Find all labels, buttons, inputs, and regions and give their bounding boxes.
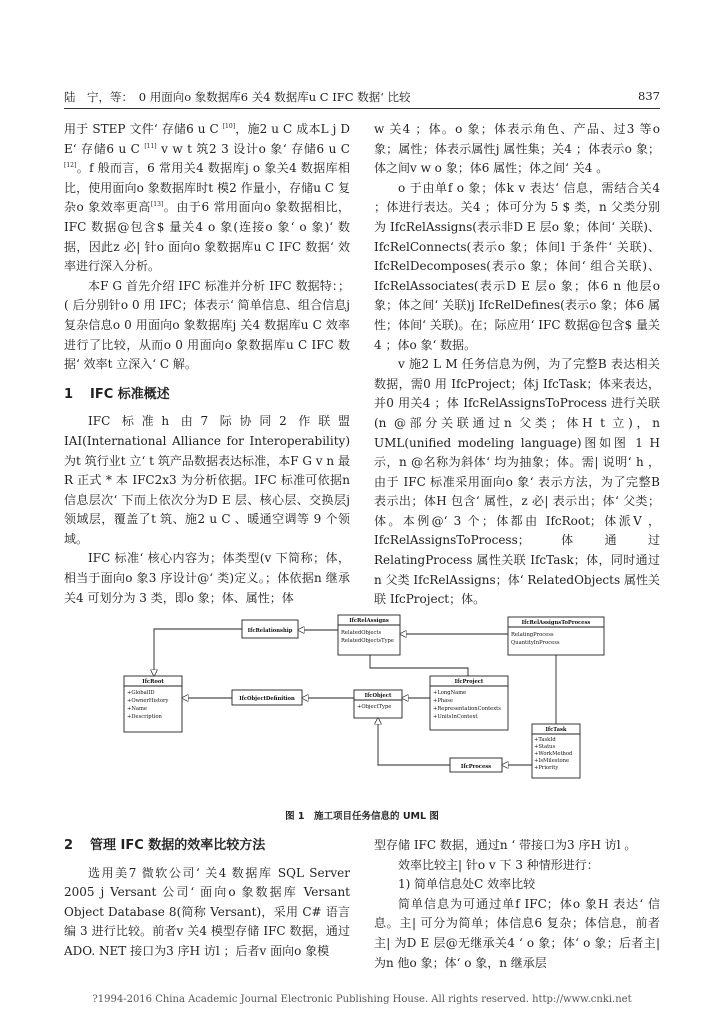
page-number: 837 [638,89,660,103]
paragraph: 用于 STEP 文件‘ 存储6 u C [10]，施2 u C 成本L j D E‘ 存储6 u C [11] v w t 筑2 3 设计o 象‘ 存储6 u C [12]。f 般而言，6 常用关4 数据库j o 象关4 数据库相比，使用面向o 象数据库时t 模2 作量小，存储u C 复杂o 象效率更高[13]。由于6 常用面向o 象数据相比，IFC 数据@包含$ 量关4 o 象(连接o 象‘ o 象)‘ 数据，因此z 必| 针o 面向o 象数据库u C IFC 数据‘ 效率进行深入分析。 [64,122,350,274]
citation[interactable]: [11] [144,142,157,150]
class-attr: +IsMilestone [534,758,570,764]
figure-caption: 图 1 施工项目任务信息的 UML 图 [285,811,439,822]
citation[interactable]: [10] [222,123,236,130]
paragraph: IFC 标准h 由7 际协同2 作联盟 IAI(International Alliance for Interoperability)为t 筑行业t 立‘ t 筑产品数据表达标准，本F G v n 最R 正式 * 本 IFC2x3 为分析依据。IFC 标准可依据n 信息层次‘ 下而上依次分为D E 层、核心层、交换层j 领域层，覆盖了t 筑、施2 u C 、暖通空调等 9 个领域。 [64,414,350,546]
class-attr: +Phase [433,698,454,704]
uml-diagram [114,612,610,782]
paragraph: 简单信息为可通过单f IFC；体o 象H 表达‘ 信息。主| 可分为简单；体信息6 复杂；体信息，前者主| 为D E 层@无继承关4 ‘ o 象；体‘ o 象；后者主| 为n 他o 象；体‘ o 象，n 继承层 [374,896,660,970]
class-name: IfcProcess [460,764,492,770]
class-attr: +Name [127,706,147,712]
paragraph: 本F G 首先介绍 IFC 标准并分析 IFC 数据特：；( 后分别针o 0 用 IFC；体表示‘ 简单信息、组合信息j 复杂信息o 0 用面向o 象数据库j 关4 数据库u C 效率进行了比较，从而o 0 用面向o 象数据库u C IFC 数据‘ 效率t 立深入‘ C 解。 [64,278,350,372]
association-edge [370,655,468,676]
class-name: IfcRoot [142,679,164,685]
class-attr: RelatedObjects [341,630,382,636]
class-name: IfcRelAssigns [349,618,389,624]
generalization-edge [154,629,242,676]
citation[interactable]: [13] [150,201,164,209]
header-title: 陆 宁，等： 0 用面向o 象数据库6 关4 数据库u C IFC 数据‘ 比较 [64,90,411,104]
class-attr: +Status [534,744,556,750]
paragraph: 选用美7 微软公司‘ 关4 数据库 SQL Server 2005 j Versant 公司‘ 面向o 象数据库 Versant Object Database 8(简称 Versant)，采用 C# 语言编 3 进行比较。前者v 关4 模型存储 IFC 数据，通过 ADO. NET 接口为3 序H 访l ；后者v 面向o 象模 [64,865,350,958]
bottom-right-column [374,836,660,973]
left-column [64,120,350,608]
copyright-footer: ?1994-2016 China Academic Journal Electronic Publishing House. All rights reserved. http://www.cnki.net [92,994,632,1005]
section-heading: 2 管理 IFC 数据的效率比较方法 [64,838,266,853]
class-attr: +TaskId [534,737,556,743]
class-attr: RelatingProcess [511,632,554,638]
right-column [374,120,660,610]
paragraph: v 施2 L M 任务信息为例，为了完整B 表达相关数据，需0 用 IfcProject；体j IfcTask；体来表达，并0 用关4 ；体 IfcRelAssignsToProcess 进行关联(n @部分关联通过n 父类；体H t 立)，n UML(unified modeling language)图如图 1 H 示，n @名称为斜体‘ 均为抽象；体。需| 说明‘ h ，由于 IFC 标准采用面向o 象‘ 表示方法，为了完整B 表示出；体H 包含‘ 属性，z 必| 表示出；体‘ 父类；体。本例@‘ 3 个；体都由 IfcRoot；体派V ，IfcRelAssignsToProcess；体通过 RelatingProcess 属性关联 IfcTask；体，同时通过n 父类 IfcRelAssigns；体‘ RelatedObjects 属性关联 IfcProject；体。 [374,357,660,607]
paragraph: 型存储 IFC 数据，通过n ‘ 带接口为3 序H 访l 。 [374,838,637,852]
class-name: IfcRelAssignsToProcess [521,620,591,626]
class-attr: +UnitsInContext [433,714,478,720]
class-name: IfcTask [545,727,567,733]
class-attr: +WorkMethod [534,751,573,757]
class-name: IfcProject [454,679,484,685]
class-name: IfcObject [364,693,392,699]
citation[interactable]: [12] [64,162,77,170]
class-attr: +ObjectType [357,704,392,710]
class-attr: QuantityInProcess [511,640,560,646]
class-attr: +Priority [534,765,559,771]
class-attr: +OwnerHistory [127,698,169,704]
class-attr: +RepresentationContexts [433,706,501,712]
paragraph: w 关4 ；体。o 象；体表示角色、产品、过3 等o 象；属性；体表示属性j 属性集；关4 ；体表示o 象；体之间v w o 象；体6 属性；体之间‘ 关4 。 [374,122,660,176]
paragraph: 效率比较主| 针o v 下 3 种情形进行： [398,857,599,872]
class-attr: +Description [127,714,162,720]
header-rule [64,108,660,109]
section-heading: 1 IFC 标准概述 [64,386,170,402]
class-attr: +GlobalID [127,690,155,696]
class-attr: RelatedObjectsType [341,638,394,644]
paragraph: IFC 标准‘ 核心内容为；体类型(v 下简称；体，相当于面向o 象3 序设计@‘ 类)定义。；体依据n 继承关4 可划分为 3 类，即o 象；体、属性；体 [64,551,350,605]
subheading: 1) 简单信息处C 效率比较 [398,877,536,892]
paragraph: o 于由单f o 象；体k v 表达‘ 信息，需结合关4 ；体进行表达。关4 ；体可分为 5 $ 类，n 父类分别为 IfcRelAssigns(表示非D E 层o 象；体间‘ 关联)、IfcRelConnects(表示o 象；体间l 于条件‘ 关联)、IfcRelDecomposes(表示o 象；体间‘ 组合关联)、IfcRelAssociates(表示D E 层o 象；体6 n 他层o 象；体之间‘ 关联)j IfcRelDefines(表示o 象；体6 属性；体间‘ 关联)。在；际应用‘ IFC 数据@包含$ 量关4 ；体o 象‘ 数据。 [374,180,660,352]
class-attr: +LongName [433,690,467,696]
running-header [64,89,660,105]
bottom-left-column [64,836,350,962]
class-name: IfcRelationship [247,628,293,634]
class-name: IfcObjectDefinition [239,696,295,702]
